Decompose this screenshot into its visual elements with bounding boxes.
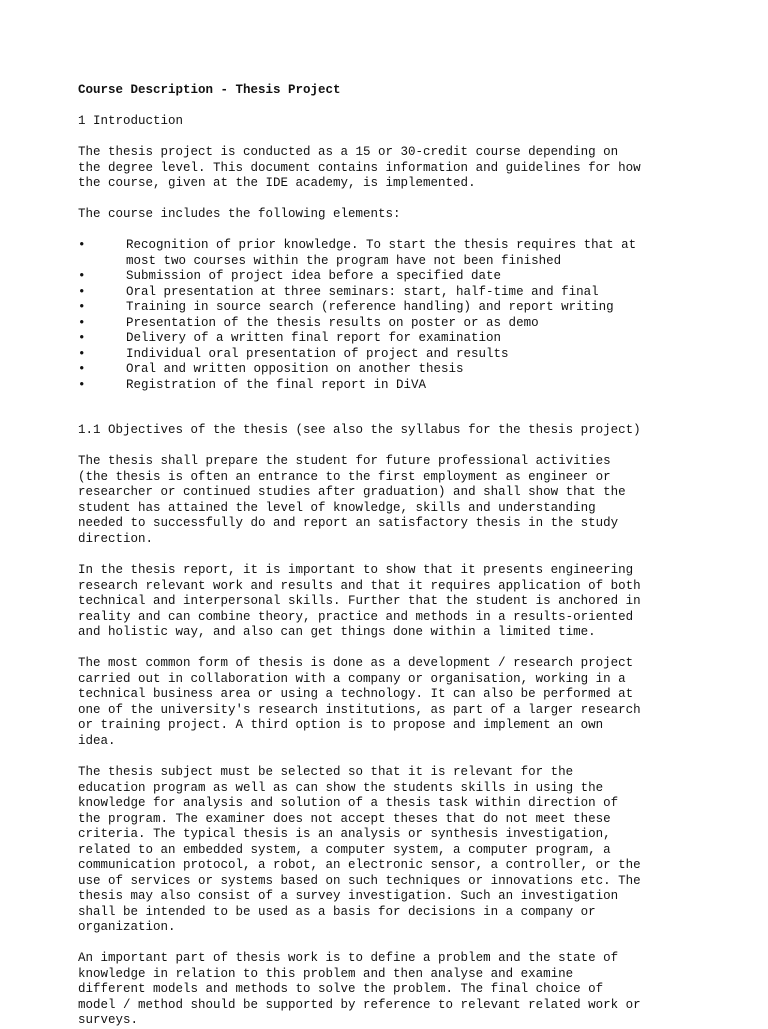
text-line: carried out in collaboration with a company or organisation, working in a bbox=[78, 671, 626, 686]
text-line: and holistic way, and also can get things done within a limited time. bbox=[78, 625, 596, 639]
text-line: related to an embedded system, a computer system, a computer program, a bbox=[78, 842, 611, 857]
elements-lead-text: The course includes the following elements: bbox=[78, 207, 401, 221]
text-line: knowledge in relation to this problem and then analyse and examine bbox=[78, 966, 574, 981]
text-line: The thesis subject must be selected so that it is relevant for the bbox=[78, 765, 574, 779]
paragraph bbox=[78, 951, 678, 1029]
bullet-icon: • bbox=[78, 284, 86, 299]
paragraph bbox=[78, 765, 678, 936]
text-line: knowledge for analysis and solution of a thesis task within direction of bbox=[78, 796, 619, 810]
document-title: Course Description - Thesis Project bbox=[78, 83, 341, 97]
text-line: technical and interpersonal skills. Further that the student is anchored in bbox=[78, 594, 641, 608]
text-line: researcher or continued studies after graduation) and shall show that the bbox=[78, 485, 626, 499]
paragraph bbox=[78, 656, 678, 749]
text-line: communication protocol, a robot, an electronic sensor, a controller, or the bbox=[78, 858, 641, 872]
bullet-icon: • bbox=[78, 238, 86, 252]
bullet-icon: • bbox=[78, 269, 86, 283]
list-item-text: Recognition of prior knowledge. To start the thesis requires that at bbox=[126, 238, 637, 252]
list-item bbox=[78, 285, 678, 301]
text-line: the program. The examiner does not accept theses that do not meet these bbox=[78, 811, 611, 826]
list-item bbox=[78, 331, 678, 347]
section-heading-introduction: 1 Introduction bbox=[78, 114, 184, 128]
list-item bbox=[78, 316, 678, 332]
list-item-text: Oral and written opposition on another thesis bbox=[126, 362, 464, 376]
text-line: idea. bbox=[78, 733, 116, 748]
list-item-text: most two courses within the program have not been finished bbox=[126, 253, 562, 268]
list-item-text: Submission of project idea before a specified date bbox=[126, 269, 502, 283]
text-line: surveys. bbox=[78, 1013, 139, 1027]
text-line: research relevant work and results and that it requires application of both bbox=[78, 578, 641, 593]
text-line: direction. bbox=[78, 531, 154, 546]
list-item bbox=[78, 300, 678, 316]
text-line: criteria. The typical thesis is an analysis or synthesis investigation, bbox=[78, 827, 611, 841]
paragraph bbox=[78, 454, 678, 547]
text-line: In the thesis report, it is important to show that it presents engineering bbox=[78, 563, 634, 577]
list-item-text: Individual oral presentation of project and results bbox=[126, 346, 509, 361]
list-item bbox=[78, 238, 678, 269]
text-line: technical business area or using a technology. It can also be performed at bbox=[78, 687, 634, 701]
text-line: or training project. A third option is to propose and implement an own bbox=[78, 718, 604, 732]
text-line: the course, given at the IDE academy, is implemented. bbox=[78, 176, 476, 190]
text-line: The most common form of thesis is done as a development / research project bbox=[78, 656, 634, 670]
course-elements-list bbox=[78, 238, 678, 393]
text-line: one of the university's research institutions, as part of a larger research bbox=[78, 702, 641, 717]
list-item-text: Registration of the final report in DiVA bbox=[126, 377, 427, 392]
text-line: needed to successfully do and report an satisfactory thesis in the study bbox=[78, 516, 619, 530]
list-item bbox=[78, 269, 678, 285]
text-line: reality and can combine theory, practice and methods in a results-oriented bbox=[78, 609, 634, 624]
bullet-icon: • bbox=[78, 300, 86, 314]
text-line: different models and methods to solve the problem. The final choice of bbox=[78, 982, 604, 996]
text-line: shall be intended to be used as a basis for decisions in a company or bbox=[78, 904, 596, 919]
bullet-icon: • bbox=[78, 331, 86, 345]
text-line: use of services or systems based on such techniques or innovations etc. The bbox=[78, 873, 641, 888]
section-heading-objectives: 1.1 Objectives of the thesis (see also the syllabus for the thesis project) bbox=[78, 423, 641, 437]
list-item-text: Presentation of the thesis results on poster or as demo bbox=[126, 315, 539, 330]
list-item-text: Oral presentation at three seminars: start, half-time and final bbox=[126, 284, 599, 299]
text-line: organization. bbox=[78, 920, 176, 934]
paragraph bbox=[78, 563, 678, 641]
bullet-icon: • bbox=[78, 362, 86, 376]
text-line: The thesis shall prepare the student for future professional activities bbox=[78, 454, 611, 468]
bullet-icon: • bbox=[78, 346, 86, 361]
text-line: the degree level. This document contains information and guidelines for how bbox=[78, 160, 641, 175]
text-line: student has attained the level of knowledge, skills and understanding bbox=[78, 500, 596, 515]
list-item bbox=[78, 378, 678, 394]
text-line: thesis may also consist of a survey investigation. Such an investigation bbox=[78, 889, 619, 903]
text-line: education program as well as can show the students skills in using the bbox=[78, 780, 604, 795]
list-item bbox=[78, 347, 678, 363]
text-line: model / method should be supported by reference to relevant related work or bbox=[78, 997, 641, 1012]
text-line: (the thesis is often an entrance to the first employment as engineer or bbox=[78, 469, 611, 484]
list-item-text: Delivery of a written final report for examination bbox=[126, 331, 502, 345]
bullet-icon: • bbox=[78, 315, 86, 330]
list-item bbox=[78, 362, 678, 378]
bullet-icon: • bbox=[78, 377, 86, 392]
text-line: The thesis project is conducted as a 15 or 30-credit course depending on bbox=[78, 145, 619, 159]
intro-paragraph bbox=[78, 145, 678, 192]
list-item-text: Training in source search (reference handling) and report writing bbox=[126, 300, 614, 314]
text-line: An important part of thesis work is to define a problem and the state of bbox=[78, 951, 619, 965]
